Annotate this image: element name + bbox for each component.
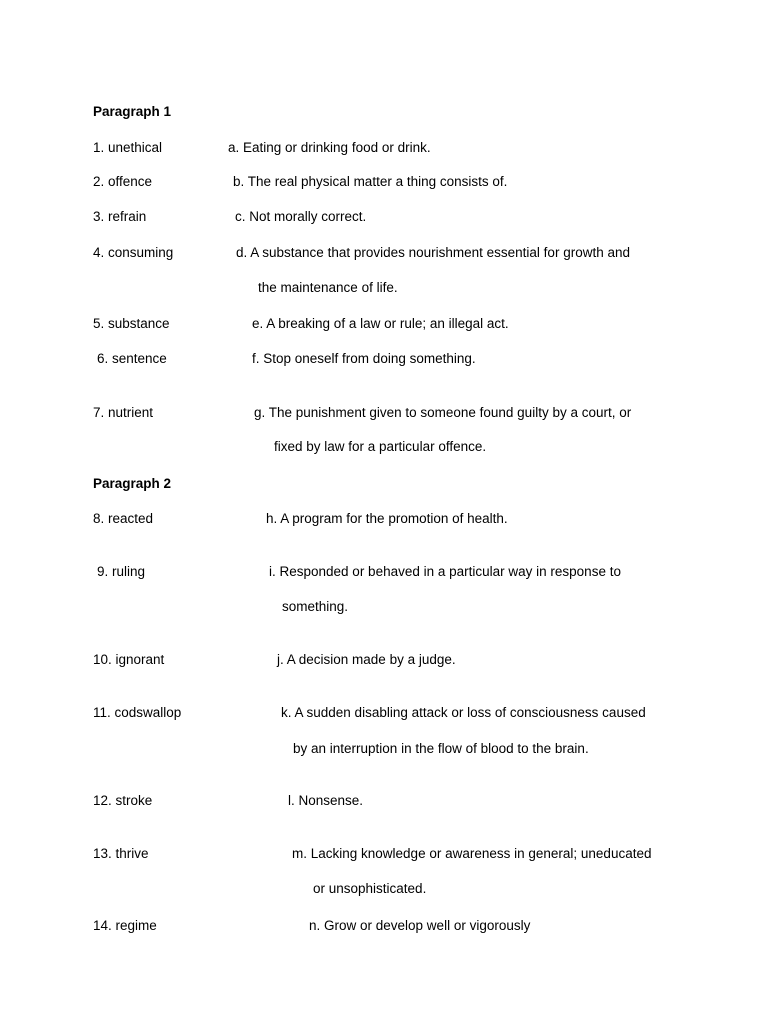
term-6: 6. sentence bbox=[97, 351, 167, 366]
term-11: 11. codswallop bbox=[93, 705, 182, 720]
term-8: 8. reacted bbox=[93, 511, 154, 526]
definition-j: j. A decision made by a judge. bbox=[277, 652, 456, 667]
definition-k: k. A sudden disabling attack or loss of consciousness caused bbox=[281, 705, 646, 720]
definition-d: d. A substance that provides nourishment essential for growth and bbox=[236, 245, 630, 260]
definition-h: h. A program for the promotion of health. bbox=[266, 511, 508, 526]
definition-a: a. Eating or drinking food or drink. bbox=[228, 140, 431, 155]
definition-i-continued: something. bbox=[282, 599, 349, 614]
term-5: 5. substance bbox=[93, 316, 170, 331]
definition-g: g. The punishment given to someone found guilty by a court, or bbox=[254, 405, 632, 420]
definition-g-continued: fixed by law for a particular offence. bbox=[274, 439, 487, 454]
definition-e: e. A breaking of a law or rule; an illegal act. bbox=[252, 316, 509, 331]
term-3: 3. refrain bbox=[93, 209, 147, 224]
definition-d-continued: the maintenance of life. bbox=[258, 280, 398, 295]
definition-m: m. Lacking knowledge or awareness in general; uneducated bbox=[292, 846, 652, 861]
definition-b: b. The real physical matter a thing consists of. bbox=[233, 174, 508, 189]
section-heading-paragraph-2: Paragraph 2 bbox=[93, 476, 172, 491]
section-heading-paragraph-1: Paragraph 1 bbox=[93, 104, 172, 119]
term-10: 10. ignorant bbox=[93, 652, 165, 667]
definition-c: c. Not morally correct. bbox=[235, 209, 367, 224]
definition-l: l. Nonsense. bbox=[288, 793, 364, 808]
term-2: 2. offence bbox=[93, 174, 153, 189]
definition-f: f. Stop oneself from doing something. bbox=[252, 351, 476, 366]
term-12: 12. stroke bbox=[93, 793, 153, 808]
definition-k-continued: by an interruption in the flow of blood to the brain. bbox=[293, 741, 589, 756]
definition-i: i. Responded or behaved in a particular way in response to bbox=[269, 564, 621, 579]
term-9: 9. ruling bbox=[97, 564, 146, 579]
term-1: 1. unethical bbox=[93, 140, 163, 155]
term-13: 13. thrive bbox=[93, 846, 149, 861]
definition-n: n. Grow or develop well or vigorously bbox=[309, 918, 531, 933]
term-14: 14. regime bbox=[93, 918, 157, 933]
definition-m-continued: or unsophisticated. bbox=[313, 881, 427, 896]
term-4: 4. consuming bbox=[93, 245, 174, 260]
term-7: 7. nutrient bbox=[93, 405, 154, 420]
